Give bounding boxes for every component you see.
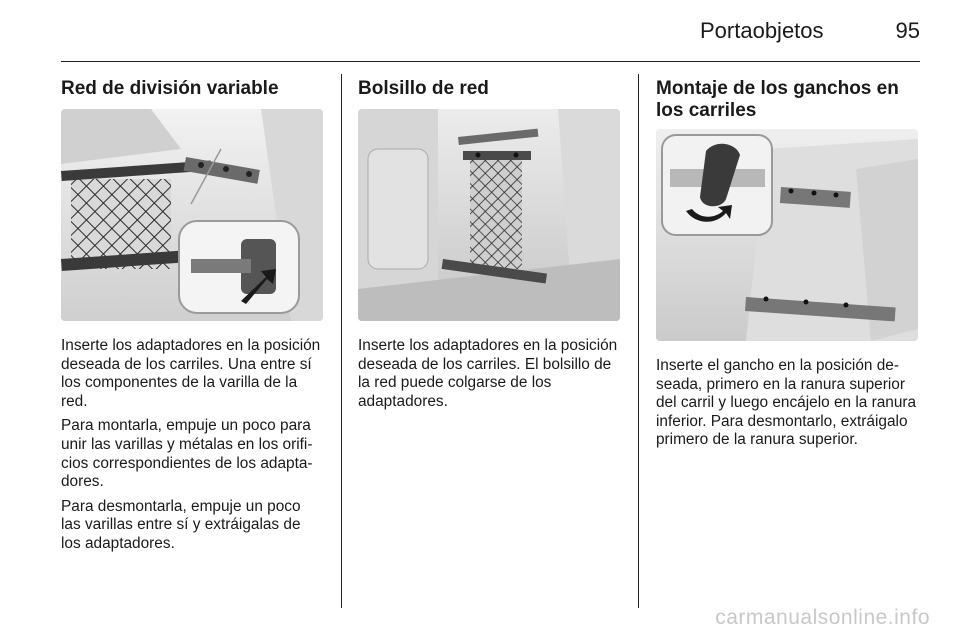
page-header-title: Portaobjetos	[700, 18, 824, 43]
section-variable-net	[61, 78, 323, 560]
figure-partition-net	[61, 109, 323, 321]
section-heading: Red de división variable	[61, 78, 279, 99]
page-number: 95	[895, 18, 920, 43]
section-body	[656, 357, 918, 450]
paragraph: Inserte el gancho en la posición deseada, primero en la ranura superior del carril y luego encájelo en la ranura inferior. Para desmontarlo, extráigalo primero de la ranura superior.	[656, 357, 917, 449]
section-body	[61, 337, 323, 554]
footer-watermark: carmanualsonline.info	[715, 606, 930, 629]
paragraph: Para desmontarla, empuje un poco las varillas entre sí y extráigalas de los adaptadores.	[61, 497, 301, 552]
column-divider-2	[638, 74, 639, 608]
figure-hook-rail	[656, 129, 918, 341]
figure-net-pocket	[358, 109, 620, 321]
section-hook-mounting	[656, 78, 918, 456]
section-body	[358, 337, 620, 411]
section-net-pocket	[358, 78, 620, 417]
paragraph: Inserte los adaptadores en la posición deseada de los carriles. El bolsillo de la red puede colgarse de los adaptadores.	[358, 337, 618, 410]
section-heading: Bolsillo de red	[358, 78, 489, 99]
column-divider-1	[341, 74, 342, 608]
paragraph: Para montarla, empuje un poco para unir las varillas y métalas en los orificios correspondientes de los adaptadores.	[61, 417, 313, 491]
paragraph: Inserte los adaptadores en la posición deseada de los carriles. Una entre sí los componentes de la varilla de la red.	[61, 337, 321, 410]
section-heading: Montaje de los ganchos en los carriles	[656, 78, 899, 121]
header-rule	[61, 61, 920, 62]
